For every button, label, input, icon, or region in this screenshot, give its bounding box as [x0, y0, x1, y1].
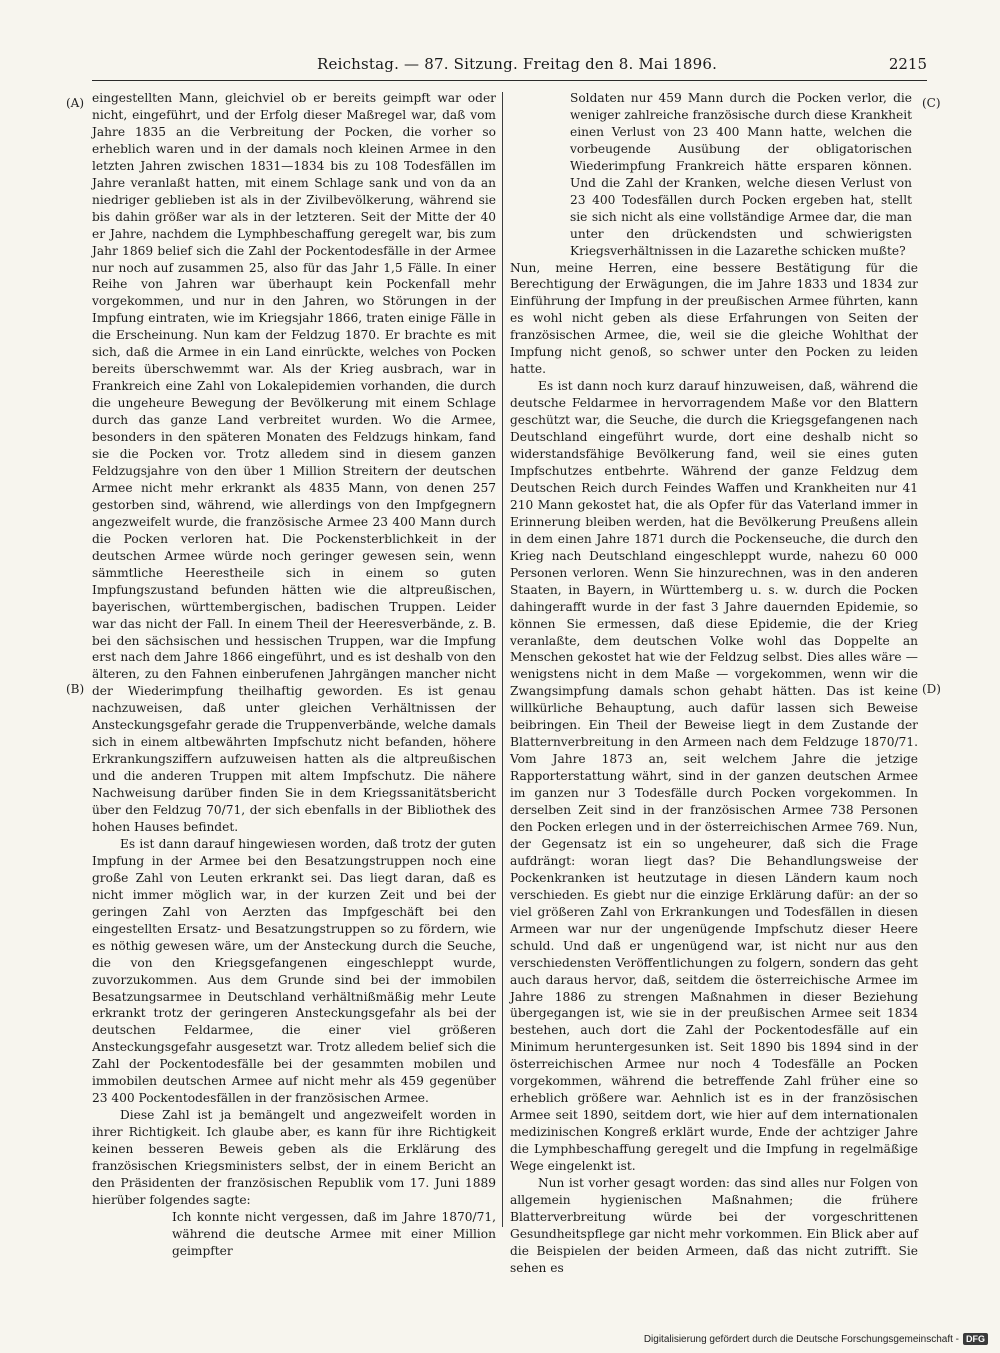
- right-paragraph-2: Es ist dann noch kurz darauf hinzuweisen, daß, während die deutsche Feldarmee in hervorragendem Maße vor den Blattern geschützt war, die Seuche, die durch die Kriegsgefangenen nach Deutschland eingeführt wurde, dort eine deshalb nicht so widerstandsfähige Bevölkerung fand, weil sie eines guten Impfschutzes entbehrte. Während der ganze Feldzug dem Deutschen Reich durch Feindes Waffen und Krankheiten nur 41 210 Mann gekostet hat, die als Opfer für das Vaterland immer in Erinnerung bleiben werden, hat die Bevölkerung Preußens allein in dem einen Jahre 1871 durch die Pockenseuche, die durch den Krieg nach Deutschland eingeschleppt wurde, nahezu 60 000 Personen verloren. Wenn Sie hinzurechnen, was in den anderen Staaten, in Bayern, in Württemberg u. s. w. durch die Pocken dahingerafft wurde in der fast 3 Jahre dauernden Epidemie, so können Sie ermessen, daß diese Epidemie, die der Krieg veranlaßte, dem deutschen Volke wohl das Doppelte an Menschen gekostet hat wie der Feldzug selbst. Dies alles wäre — wenigstens nicht in dem Maße — vorgekommen, wenn wir die Zwangsimpfung damals schon gehabt hätten. Das ist keine willkürliche Behauptung, auch dafür lassen sich Beweise beibringen. Ein Theil der Beweise liegt in dem Zustande der Blatternverbreitung in den Armeen nach dem Feldzuge 1870/71. Vom Jahre 1873 an, seit welchem Jahre die jetzige Rapporterstattung währt, sind in der ganzen deutschen Armee im ganzen nur 3 Todesfälle durch Pocken vorgekommen. In derselben Zeit sind in der französischen Armee 738 Personen den Pocken erlegen und in der österreichischen Armee 769. Nun, der Gegensatz ist ein so ungeheurer, daß sich die Frage aufdrängt: woran liegt das? Die Behandlungsweise der Pockenkranken ist heutzutage in diesen Ländern kaum noch verschieden. Es giebt nur die einzige Erklärung dafür: an der so viel größeren Zahl von Erkrankungen und Todesfällen in diesen Armeen war nur der ungenügende Impfschutz dieser Heere schuld. Und daß er ungenügend war, ist nicht nur aus den verschiedensten Veröffentlichungen zu folgern, sondern das geht auch daraus hervor, daß, seitdem die österreichische Armee im Jahre 1886 zu strengen Maßnahmen in dieser Beziehung übergegangen ist, wie sie in der preußischen Armee seit 1834 bestehen, auch dort die Zahl der Pockentodesfälle auf ein Minimum heruntergesunken ist. Seit 1890 bis 1894 sind in der österreichischen Armee nur noch 4 Todesfälle an Pocken vorgekommen, während die betreffende Zahl früher eine so erheblich größere war. Aehnlich ist es in der französischen Armee seit 1890, seitdem dort, wie hier auf dem internationalen medizinischen Kongreß erklärt wurde, Ende der achtziger Jahre die Lymphbeschaffung geregelt und die Impfung in regelmäßige Wege eingelenkt ist.: [510, 379, 918, 1174]
- left-paragraph-3: Diese Zahl ist ja bemängelt und angezweifelt worden in ihrer Richtigkeit. Ich glaube aber, es kann für ihre Richtigkeit keinen besseren Beweis geben als die Erklärung des französischen Kriegsministers selbst, der in einem Bericht an den Präsidenten der französischen Republik vom 17. Juni 1889 hierüber folgendes sagte:: [92, 1108, 496, 1207]
- page-header: [92, 52, 927, 76]
- right-paragraph-1: Nun, meine Herren, eine bessere Bestätigung für die Berechtigung der Erwägungen, die im Jahre 1833 und 1834 zur Einführung der Impfung in der preußischen Armee führten, kann es wohl nicht geben als diese Erfahrungen von Seiten der französischen Armee, die, weil sie die gleiche Wohlthat der Impfung nicht genoß, so schwer unter den Pocken zu leiden hatte.: [510, 260, 918, 377]
- footer: [644, 1333, 988, 1345]
- margin-mark-b: (B): [66, 682, 85, 696]
- right-quote: Soldaten nur 459 Mann durch die Pocken verlor, die weniger zahlreiche französische durch diese Krankheit einen Verlust von 23 400 Mann hatte, welchen die vorbeugende Ausübung der obligatorischen Wiederimpfung Frankreich hätte ersparen können. Und die Zahl der Kranken, welche diesen Verlust von 23 400 Todesfällen durch Pocken ergeben hat, stellt sie sich nicht als eine vollständige Armee dar, die man unter den drückendsten und schwierigsten Kriegsverhältnissen in die Lazarethe schicken mußte?: [570, 91, 912, 258]
- footer-text: Digitalisierung gefördert durch die Deutsche Forschungsgemeinschaft -: [643, 1333, 959, 1345]
- column-divider: [502, 92, 503, 1227]
- left-quote: Ich konnte nicht vergessen, daß im Jahre 1870/71, während die deutsche Armee mit einer Million geimpfter: [172, 1209, 496, 1258]
- right-paragraph-3: Nun ist vorher gesagt worden: das sind alles nur Folgen von allgemein hygienischen Maßnahmen; die frühere Blatterverbreitung würde bei der vorgeschrittenen Gesundheitspflege gar nicht mehr vorkommen. Ein Blick aber auf die Beispielen der beiden Armeen, daß das nicht zutrifft. Sie sehen es: [510, 1176, 918, 1275]
- left-column: [92, 90, 496, 1260]
- left-paragraph-1: eingestellten Mann, gleichviel ob er bereits geimpft war oder nicht, eingeführt, und der Erfolg dieser Maßregel war, daß vom Jahre 1835 an die Verbreitung der Pocken, die vorher so erheblich waren und in der damals noch kleinen Armee in den letzten Jahren zwischen 1831—1834 bis zu 108 Todesfällen im Jahre veranlaßt hatten, mit einem Schlage sank und von da an niedriger geblieben ist als in der Zivilbevölkerung, während sie bis dahin größer war als in der letzteren. Seit der Mitte der 40 er Jahre, nachdem die Lymphbeschaffung geregelt war, bis zum Jahr 1869 belief sich die Zahl der Pockentodesfälle in der Armee nur noch auf zusammen 25, also für das Jahr 1,5 Fälle. In einer Reihe von Jahren war überhaupt kein Pockenfall mehr vorgekommen, und nur in den Jahren, wo Störungen in der Impfung eintraten, wie im Kriegsjahr 1866, traten einige Fälle in die Erscheinung. Nun kam der Feldzug 1870. Er brachte es mit sich, daß die Armee in ein Land einrückte, welches von Pocken bereits überschwemmt war. Als der Krieg ausbrach, war in Frankreich eine Zahl von Lokalepidemien vorhanden, die durch die ungeheure Bewegung der Bevölkerung mit einem Schlage durch das ganze Land verbreitet wurden. Wo die Armee, besonders in den späteren Monaten des Feldzugs hinkam, fand sie die Pocken vor. Trotz alledem sind in diesem ganzen Feldzugsjahre von den über 1 Million Streitern der deutschen Armee nicht mehr erkrankt als 4835 Mann, von denen 257 gestorben sind, während, wie allerdings von den Impfgegnern angezweifelt wurde, die französische Armee 23 400 Mann durch die Pocken verloren hat. Die Pockensterblichkeit in der deutschen Armee würde noch geringer gewesen sein, wenn sämmtliche Heerestheile sich in einem so guten Impfungszustand befunden hätten wie die altpreußischen, bayerischen, württembergischen, badischen Truppen. Leider war das nicht der Fall. In einem Theil der Heeresverbände, z. B. bei den sächsischen und hessischen Truppen, war die Impfung erst nach dem Jahre 1866 eingeführt, und es ist deshalb von den älteren, zu den Fahnen einberufenen Jahrgängen mancher nicht der Wiederimpfung theilhaftig geworden. Es ist genau nachzuweisen, daß unter gleichen Verhältnissen der Ansteckungsgefahr gerade die Truppenverbände, welche damals sich in einem altbewährten Impfschutz nicht befanden, höhere Erkrankungsziffern aufzuweisen hatten als die altpreußischen und die anderen Truppen mit altem Impfschutz. Die nähere Nachweisung darüber finden Sie in dem Kriegssanitätsbericht über den Feldzug 70/71, der sich ebenfalls in der Bibliothek des hohen Hauses befindet.: [92, 91, 496, 834]
- header-title: Reichstag. — 87. Sitzung. Freitag den 8. Mai 1896.: [317, 55, 718, 73]
- margin-mark-c: (C): [922, 96, 941, 110]
- header-rule: [92, 80, 927, 81]
- dfg-logo-icon: DFG: [963, 1333, 988, 1345]
- right-column: [510, 90, 918, 1277]
- margin-mark-d: (D): [922, 682, 941, 696]
- page-number: 2215: [888, 55, 927, 73]
- margin-mark-a: (A): [66, 96, 85, 110]
- left-paragraph-2: Es ist dann darauf hingewiesen worden, daß trotz der guten Impfung in der Armee bei den Besatzungstruppen noch eine große Zahl von Leuten erkrankt sei. Das liegt daran, daß es nicht immer möglich war, in der kurzen Zeit und bei der geringen Zahl von Aerzten das Impfgeschäft bei den eingestellten Ersatz- und Besatzungstruppen so zu fördern, wie es nöthig gewesen wäre, um der Ansteckung durch die Seuche, die von den Kriegsgefangenen eingeschleppt wurde, zuvorzukommen. Aus dem Grunde sind bei der immobilen Besatzungsarmee in Deutschland verhältnißmäßig mehr Leute erkrankt trotz der geringeren Ansteckungsgefahr als bei der deutschen Feldarmee, die einer viel größeren Ansteckungsgefahr ausgesetzt war. Trotz alledem belief sich die Zahl der Pockentodesfälle bei der gesammten mobilen und immobilen deutschen Armee auf nicht mehr als 459 gegenüber 23 400 Pockentodesfällen in der französischen Armee.: [92, 836, 496, 1106]
